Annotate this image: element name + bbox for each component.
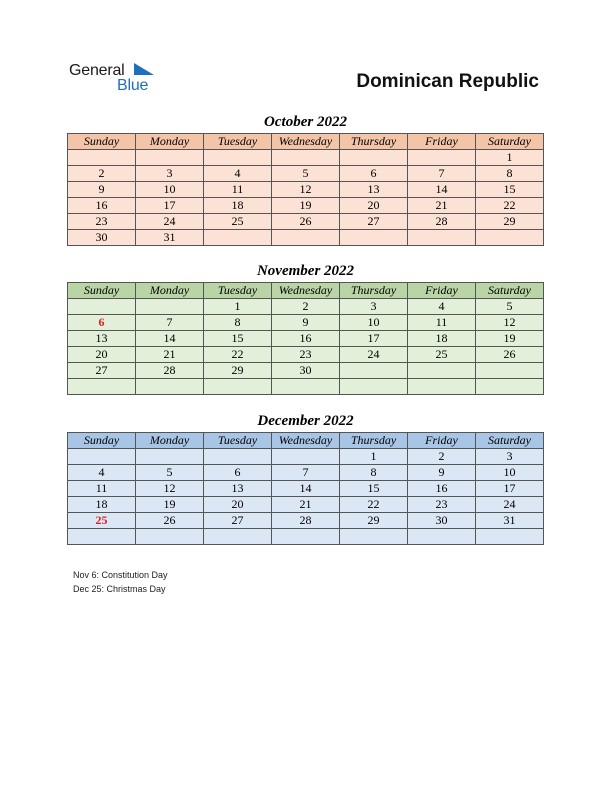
day-cell: 4 <box>408 299 476 315</box>
calendar-table <box>67 133 544 246</box>
day-cell: 10 <box>476 465 544 481</box>
day-cell: 14 <box>272 481 340 497</box>
day-cell: 23 <box>408 497 476 513</box>
day-cell: 28 <box>272 513 340 529</box>
day-cell: 12 <box>136 481 204 497</box>
day-cell <box>408 150 476 166</box>
day-cell: 23 <box>272 347 340 363</box>
weekday-header: Sunday <box>68 134 136 150</box>
day-cell: 7 <box>408 166 476 182</box>
day-cell: 28 <box>136 363 204 379</box>
week-row <box>68 299 544 315</box>
day-cell: 13 <box>68 331 136 347</box>
day-cell: 10 <box>340 315 408 331</box>
week-row <box>68 347 544 363</box>
month-title: November 2022 <box>256 263 355 279</box>
day-cell: 21 <box>408 198 476 214</box>
day-cell: 29 <box>340 513 408 529</box>
day-cell <box>136 529 204 545</box>
day-cell: 16 <box>68 198 136 214</box>
day-cell: 10 <box>136 182 204 198</box>
day-cell <box>476 230 544 246</box>
day-cell <box>408 230 476 246</box>
day-cell: 19 <box>272 198 340 214</box>
day-cell: 30 <box>272 363 340 379</box>
day-cell: 8 <box>476 166 544 182</box>
day-cell <box>340 363 408 379</box>
weekday-header: Wednesday <box>272 433 340 449</box>
day-cell: 6 <box>68 315 136 331</box>
day-cell: 18 <box>68 497 136 513</box>
calendar-body <box>68 150 544 246</box>
day-cell: 2 <box>272 299 340 315</box>
day-cell: 9 <box>68 182 136 198</box>
week-row <box>68 529 544 545</box>
weekday-header: Monday <box>136 134 204 150</box>
week-row <box>68 150 544 166</box>
day-cell: 25 <box>204 214 272 230</box>
day-cell: 15 <box>476 182 544 198</box>
day-cell: 17 <box>136 198 204 214</box>
day-cell: 29 <box>476 214 544 230</box>
day-cell: 24 <box>340 347 408 363</box>
day-cell <box>272 529 340 545</box>
day-cell: 19 <box>136 497 204 513</box>
week-row <box>68 481 544 497</box>
day-cell: 18 <box>408 331 476 347</box>
month-november <box>67 260 544 395</box>
day-cell: 16 <box>272 331 340 347</box>
day-cell: 26 <box>476 347 544 363</box>
weekday-header: Saturday <box>476 134 544 150</box>
weekday-header: Tuesday <box>204 134 272 150</box>
day-cell <box>136 150 204 166</box>
day-cell: 30 <box>408 513 476 529</box>
day-cell: 17 <box>340 331 408 347</box>
day-cell: 12 <box>476 315 544 331</box>
day-cell: 8 <box>340 465 408 481</box>
day-cell: 20 <box>68 347 136 363</box>
day-cell: 24 <box>476 497 544 513</box>
day-cell <box>340 150 408 166</box>
holiday-note: Dec 25: Christmas Day <box>73 584 166 594</box>
day-cell: 31 <box>136 230 204 246</box>
country-title: Dominican Republic <box>356 71 539 92</box>
day-cell <box>272 150 340 166</box>
day-cell: 17 <box>476 481 544 497</box>
day-cell: 27 <box>340 214 408 230</box>
day-cell: 31 <box>476 513 544 529</box>
week-row <box>68 166 544 182</box>
day-cell: 2 <box>408 449 476 465</box>
day-cell: 22 <box>340 497 408 513</box>
weekday-header: Friday <box>408 134 476 150</box>
day-cell <box>68 299 136 315</box>
day-cell <box>136 379 204 395</box>
day-cell: 20 <box>204 497 272 513</box>
week-row <box>68 214 544 230</box>
day-cell <box>272 449 340 465</box>
week-row <box>68 315 544 331</box>
logo-blue-text: Blue <box>117 77 149 94</box>
day-cell: 3 <box>476 449 544 465</box>
day-cell: 13 <box>340 182 408 198</box>
day-cell <box>68 150 136 166</box>
day-cell <box>68 529 136 545</box>
day-cell: 23 <box>68 214 136 230</box>
month-october <box>67 111 544 246</box>
day-cell <box>68 449 136 465</box>
day-cell: 4 <box>68 465 136 481</box>
month-title: December 2022 <box>257 413 354 429</box>
day-cell: 6 <box>204 465 272 481</box>
day-cell: 28 <box>408 214 476 230</box>
day-cell: 26 <box>272 214 340 230</box>
day-cell: 11 <box>204 182 272 198</box>
day-cell: 5 <box>272 166 340 182</box>
weekday-header-row <box>68 433 544 449</box>
day-cell: 9 <box>408 465 476 481</box>
calendar-table <box>67 432 544 545</box>
day-cell: 9 <box>272 315 340 331</box>
day-cell: 1 <box>476 150 544 166</box>
day-cell <box>136 299 204 315</box>
day-cell: 29 <box>204 363 272 379</box>
week-row <box>68 379 544 395</box>
week-row <box>68 363 544 379</box>
day-cell <box>204 449 272 465</box>
day-cell <box>408 363 476 379</box>
day-cell: 30 <box>68 230 136 246</box>
calendar-body <box>68 299 544 395</box>
day-cell: 13 <box>204 481 272 497</box>
weekday-header-row <box>68 283 544 299</box>
logo <box>69 62 169 96</box>
day-cell: 4 <box>204 166 272 182</box>
day-cell: 3 <box>340 299 408 315</box>
weekday-header: Sunday <box>68 433 136 449</box>
weekday-header: Thursday <box>340 283 408 299</box>
holiday-note: Nov 6: Constitution Day <box>73 570 168 580</box>
month-title: October 2022 <box>264 114 347 130</box>
day-cell: 26 <box>136 513 204 529</box>
weekday-header: Thursday <box>340 433 408 449</box>
week-row <box>68 182 544 198</box>
weekday-header: Saturday <box>476 433 544 449</box>
weekday-header: Wednesday <box>272 283 340 299</box>
logo-triangle-icon <box>134 63 156 77</box>
day-cell: 5 <box>136 465 204 481</box>
day-cell: 18 <box>204 198 272 214</box>
calendar-table <box>67 282 544 395</box>
week-row <box>68 465 544 481</box>
day-cell <box>204 150 272 166</box>
week-row <box>68 449 544 465</box>
weekday-header: Tuesday <box>204 283 272 299</box>
day-cell <box>340 379 408 395</box>
day-cell: 5 <box>476 299 544 315</box>
day-cell <box>476 529 544 545</box>
day-cell <box>204 230 272 246</box>
weekday-header: Friday <box>408 283 476 299</box>
weekday-header: Friday <box>408 433 476 449</box>
weekday-header: Monday <box>136 283 204 299</box>
day-cell <box>340 529 408 545</box>
weekday-header: Tuesday <box>204 433 272 449</box>
day-cell: 14 <box>408 182 476 198</box>
calendar-body <box>68 449 544 545</box>
day-cell <box>476 363 544 379</box>
day-cell: 11 <box>408 315 476 331</box>
day-cell <box>204 379 272 395</box>
week-row <box>68 331 544 347</box>
day-cell: 14 <box>136 331 204 347</box>
weekday-header: Sunday <box>68 283 136 299</box>
day-cell: 20 <box>340 198 408 214</box>
day-cell: 12 <box>272 182 340 198</box>
day-cell: 19 <box>476 331 544 347</box>
weekday-header-row <box>68 134 544 150</box>
weekday-header: Monday <box>136 433 204 449</box>
day-cell <box>204 529 272 545</box>
day-cell <box>136 449 204 465</box>
day-cell: 21 <box>272 497 340 513</box>
day-cell: 24 <box>136 214 204 230</box>
day-cell: 22 <box>204 347 272 363</box>
day-cell <box>340 230 408 246</box>
logo-general-text: General <box>69 62 125 79</box>
day-cell: 15 <box>340 481 408 497</box>
day-cell: 7 <box>136 315 204 331</box>
day-cell: 21 <box>136 347 204 363</box>
day-cell: 25 <box>408 347 476 363</box>
day-cell: 16 <box>408 481 476 497</box>
holiday-notes <box>73 568 168 596</box>
week-row <box>68 513 544 529</box>
week-row <box>68 497 544 513</box>
day-cell: 1 <box>204 299 272 315</box>
day-cell <box>272 379 340 395</box>
weekday-header: Wednesday <box>272 134 340 150</box>
day-cell: 3 <box>136 166 204 182</box>
day-cell: 27 <box>204 513 272 529</box>
day-cell: 25 <box>68 513 136 529</box>
day-cell: 7 <box>272 465 340 481</box>
week-row <box>68 230 544 246</box>
weekday-header: Thursday <box>340 134 408 150</box>
day-cell <box>476 379 544 395</box>
month-december <box>67 410 544 545</box>
day-cell <box>408 379 476 395</box>
weekday-header: Saturday <box>476 283 544 299</box>
day-cell: 6 <box>340 166 408 182</box>
day-cell: 22 <box>476 198 544 214</box>
week-row <box>68 198 544 214</box>
day-cell: 2 <box>68 166 136 182</box>
day-cell: 27 <box>68 363 136 379</box>
day-cell: 15 <box>204 331 272 347</box>
day-cell <box>68 379 136 395</box>
day-cell: 8 <box>204 315 272 331</box>
day-cell: 11 <box>68 481 136 497</box>
day-cell <box>272 230 340 246</box>
day-cell <box>408 529 476 545</box>
day-cell: 1 <box>340 449 408 465</box>
